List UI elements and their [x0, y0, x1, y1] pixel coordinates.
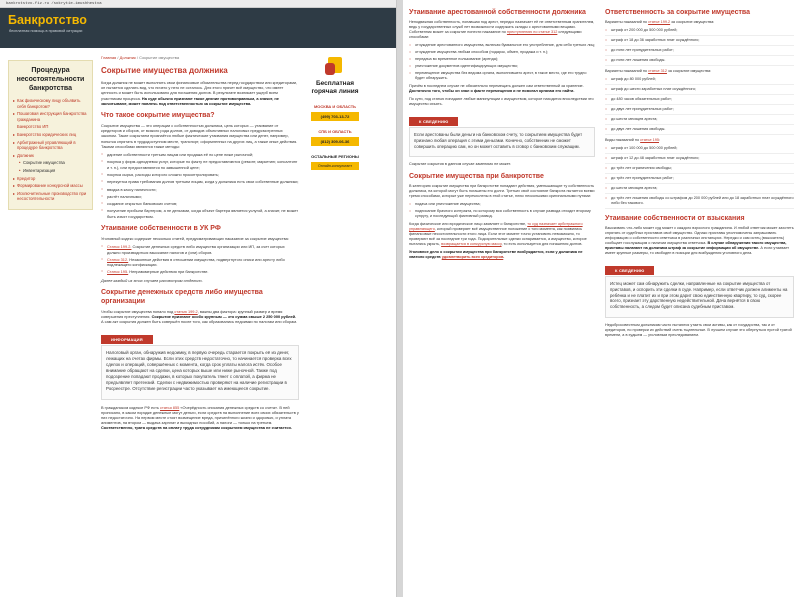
- hotline-phone-moscow[interactable]: (499) 703-13-72: [311, 112, 359, 121]
- link-bankruptcy-estate[interactable]: возвращается в конкурсную массу: [441, 242, 502, 247]
- resp-intro-3: Виды наказаний по статье 195:: [605, 138, 661, 142]
- know-badge-b: К СВЕДЕНИЮ: [605, 266, 654, 275]
- list-item: ○ создание открытых банковских счетов;: [101, 201, 299, 206]
- info-text: Налоговый орган, обнаружив недоимку, в первую очередь старается покрыть её из денег, лежащих на счетах фирмы. Если этих средств недостаточно, то начинается проверка всех сделок и операций, совершённых с момента, когда срок уплаты налога истёк. Особое внимание обращают на сделки, цена которых выше или ниже рыночной. Также под подозрение попадают продажи, в которых покупатель тянет с оплатой, а фирма не предъявляет претензий. Сделки с недвижимостью проверяют на наличие регистрации в Росреестре. Отсутствие регистрации часто указывает на имеющееся сокрытие.: [106, 349, 292, 391]
- list-item: ○ штраф от 100 000 до 500 000 рублей;: [605, 146, 794, 154]
- list-item: ○ получение прибыли бартером, а не деньгами, когда объект бартера является услугой, а значит, не может быть изъят государством.: [101, 208, 299, 219]
- sidebar-item[interactable]: ▸ Должник: [13, 153, 88, 159]
- list-item: ○ штраф от 12 до 48 заработных плат осуждённого;: [605, 156, 794, 164]
- know-box: [409, 127, 595, 157]
- info-box: [101, 345, 299, 400]
- list-item: ○ до шести месяцев ареста;: [605, 117, 794, 125]
- article-desc: Неправомерные действия при банкротстве.: [128, 269, 209, 275]
- link-article-1992[interactable]: статью 199.2: [174, 308, 198, 314]
- sidebar-item[interactable]: Банкротство ИП: [17, 124, 49, 130]
- list-item: ○ отчуждение арестованного имущества, включая буквальное его употребление, для себя третьих лиц;: [409, 43, 595, 48]
- megaphone-icon: [323, 55, 347, 77]
- bankruptcy-bold: Уголовное дело о сокрытии имущества при банкротстве возбуждается, если у должника не хватило средств удовлетворить всех кредиторов.: [409, 250, 583, 260]
- final-paragraph-b: Недобросовестным должникам часто пытаются утаить свои активы, как от государства, так и от кредиторов, но проверки их действий очень тщательные. В лучшем случае это обернуться пустой тратой времени, а в худшем — уголовным преследованием.: [605, 322, 792, 337]
- sidebar-item[interactable]: • Сокрытие имущества: [13, 160, 88, 166]
- know-box-b: [605, 276, 794, 318]
- sidebar-title: Процедура несостоятельности банкротства: [16, 67, 85, 92]
- list-item: ○ дарение собственности третьим лицам или продажа её по цене ниже рыночной;: [101, 152, 299, 157]
- arrest-note: Причём в последнем случае не обязательно перемещать должен сам ответственный за хранение. Достаточно того, чтобы он знал о факте перемещения и не помогал органам его найти.: [409, 84, 584, 93]
- list-item: ○ до 480 часов обязательных работ;: [605, 97, 794, 105]
- list-item: ○ подача или уничтожение имущества;: [409, 202, 595, 207]
- sidebar-item[interactable]: ▸ Как физическому лицу объявить себя банкротом?: [13, 98, 88, 109]
- what-paragraph: Сокрытие имущества — это операции с собственностью должника, цель которых — утаивание от кредиторов и сборов, от всякого рода долгов, от доводов объективных налоговых предусмотренных законом. Такие сокрытием признаётся любые фактические утаивания имущества или денег, например, попытка спрятать в трудодоступном месте, транспорт, оформленных на других лиц, а также иные действия. Такими способами являются также методы:: [101, 123, 298, 149]
- intro-paragraph: Когда должник не может выполнить свои финансовые обязательства перед государством или кредиторами, он пытается сделать вид, что ничего у него не осталось. Для этого прячет всё имущество, что имеет ценность и может быть использовано для погашения долгов. В результате возникает ущерб всем участникам процесса. На суде обычно признают такое деяние противоправным, а значит, не засчитывают, может повлечь под ответственностью за сокрытие имущества.: [101, 80, 298, 106]
- main-content: [101, 55, 299, 434]
- list-item: ○ вводка в кассу наличности;: [101, 187, 299, 192]
- arrest-paragraph-2: По сути, под статью попадают любые манипуляции с имуществом, которое находится впоследствии это имущество изъять.: [409, 97, 594, 106]
- site-logo[interactable]: Банкротство: [8, 13, 87, 27]
- site-tagline: бесплатная помощь в правовой ситуации: [9, 29, 83, 33]
- list-item: ○ до пяти лет принудительных работ;: [605, 48, 794, 56]
- final-paragraph: В гражданском кодексе РФ есть статья 855 «Очерёдность списания денежных средств со счета». В ней прописано, в каком порядке денежные могут деньги, если средств на выполнение всех своих обязательств у них недостаточно. На первом месте стоят возмещение вреда, причинённого жизни и здоровью, и уплата алиментов, на втором — выдача зарплат и выходных пособий, а налоги — только на третьем. Соответственно, трата средств на оплату труда сотрудникам сокрытием имущества не считается.: [101, 404, 299, 431]
- list-item: ○ до трёх лет принудительных работ;: [605, 176, 794, 184]
- article-desc: Сокрытие денежных средств либо имущества организации или ИП, за счет которых должно производиться взыскание налогов и (или) сборов.: [107, 244, 285, 255]
- url-domain[interactable]: bankrotstvo-fiz.ru: [6, 1, 50, 6]
- breadcrumb-current: Сокрытие имущества: [139, 55, 180, 60]
- site-header: [0, 8, 396, 48]
- left-screenshot: [0, 0, 397, 597]
- hotline-other-regions: ОСТАЛЬНЫЕ РЕГИОНЫ: [311, 154, 359, 159]
- article-link[interactable]: Статья 312.: [107, 256, 129, 262]
- list-item: ○ до шести месяцев ареста;: [605, 186, 794, 194]
- list-item: ○ уничтожение документов идентифицирующих имущество;: [409, 64, 595, 69]
- bankruptcy-paragraph: В категорию сокрытие имущества при банкротстве попадают действия, уменьшающие ту собственность должника, на которой могут быть погашены его долги. Третьих своё состояние банкрота пытается всеми тремя способами, которые уже перечислены в этой статье, плюс несколькими оригинальными путями:: [409, 184, 595, 199]
- link-article-312-b[interactable]: статье 312: [648, 69, 667, 73]
- list-item: [101, 244, 299, 255]
- sidebar-item[interactable]: ▸ Исключительные производство при несостоятельности: [13, 191, 88, 202]
- heading-arrest: Утаивание арестованной собственности должника: [409, 9, 586, 16]
- list-item: ○ до двух лет принудительных работ;: [605, 107, 794, 115]
- list-item: ○ до трёх лет ограничения свободы;: [605, 166, 794, 174]
- link-article-855[interactable]: статья 855: [160, 404, 180, 410]
- hotline-phone-spb[interactable]: (812) 309-06-36: [311, 137, 359, 146]
- heading-responsibility: Ответственность за сокрытие имущества: [605, 9, 750, 16]
- resp-intro-1: Варианты наказаний по статье 199.2 за сокрытие имущества:: [605, 20, 715, 24]
- list-item: ○ до трёх лет лишения свободы со штрафом до 200 000 рублей или до 18 заработных плат осуждённого либо без такового.: [605, 196, 794, 209]
- heading-bankruptcy: Сокрытие имущества при банкротстве: [409, 173, 544, 181]
- know-text: Если арестованы были деньги на банковском счету, то сокрытием имущества будет признано любая операция с этими деньгами. Конечно, собственник не сможет совершить операцию сам, но он может оставить в сговор с банковским служащим.: [414, 132, 583, 149]
- arrest-paragraph: Неподвижная собственность, попавшая под арест, нередко назначает её не ответственным хранителем, ведь у государственных служб нет возможности содержать склады с арестованными вещами. Собственник может за сокрытие понести наказание по преступлению по статье 312 следующими способами:: [409, 20, 595, 39]
- bankruptcy-list: [409, 202, 595, 219]
- breadcrumb-home[interactable]: Главная: [101, 55, 117, 60]
- what-list: [101, 152, 299, 219]
- money-paragraph: Чтобы сокрытие имущества попало под статью 199.2, важны два фактора: крупный размер и время совершения преступления. Сокрытие признают особо крупным — это сумма свыше 2 250 000 рублей. А сам акт сокрытия должен быть совершён после того, как образовались недоимки по налогам или сборам.: [101, 308, 298, 325]
- heading-money: Сокрытие денежных средств либо имущества организации: [101, 288, 263, 305]
- list-item: ○ перекуптка права требования долгов третьим лицам, когда у должника есть свои собственные должники;: [101, 179, 299, 184]
- article-desc: Незаконные действия в отношении имущества, подвергнутого описи или аресту либо подлежащего конфискации.: [107, 256, 285, 268]
- arrest-list: [409, 43, 595, 81]
- uk-note: Далее каждый из этих случаев рассмотрим отдельно.: [101, 277, 203, 283]
- right-column-b: [605, 8, 794, 341]
- list-item: ○ штраф от 200 000 до 500 000 рублей;: [605, 28, 794, 36]
- hotline-city-spb: СПБ И ОБЛАСТЬ: [318, 129, 352, 134]
- sidebar-menu: [8, 60, 93, 210]
- resp-list-1: [605, 28, 794, 66]
- hotline-city-moscow: МОСКВА И ОБЛАСТЬ: [313, 104, 357, 109]
- link-article-1992-b[interactable]: статье 199.2: [648, 20, 671, 24]
- sidebar-item[interactable]: ▸ Пошаговая инструкция банкротства гражданина: [13, 111, 88, 122]
- list-item: ○ до пяти лет лишения свободы.: [605, 58, 794, 66]
- list-item: ○ растёт наличными;: [101, 194, 299, 199]
- list-item: ○ отчуждение имущества любым способом (подарок, обмен, продажа и т. п.);: [409, 50, 595, 55]
- heading-uk: Утаивание собственности в УК РФ: [101, 225, 221, 232]
- link-arbitration-manager[interactable]: то суд назначает арбитражного управляющего: [409, 222, 583, 232]
- link-creditors[interactable]: удовлетворить всех кредиторов: [441, 255, 504, 260]
- sidebar-item[interactable]: ▸ Арбитражный управляющий в процедуре банкротства: [13, 140, 88, 151]
- hotline-title: Бесплатная горячая линия: [311, 80, 359, 95]
- sidebar-item[interactable]: • Инвентаризация: [13, 168, 88, 174]
- resp-list-3: [605, 146, 794, 209]
- url-path[interactable]: /sokrytie-imushhestva: [51, 1, 102, 6]
- breadcrumb: [101, 55, 299, 60]
- sidebar-item[interactable]: ▸ Формирование конкурсной массы: [13, 183, 88, 189]
- resp-list-2: [605, 77, 794, 135]
- sidebar-item[interactable]: ▸ Банкротство юридических лиц: [13, 132, 88, 138]
- intro-bold: На суде обычно признают такое деяние противоправным, а значит, не засчитывают, может повлечь под ответственностью за сокрытие имущества.: [101, 95, 279, 106]
- breadcrumb-sep: /: [117, 55, 119, 60]
- list-item: ○ штраф от 18 до 36 заработных плат осуждённого;: [605, 38, 794, 46]
- link-article-195-b[interactable]: статье 195: [640, 138, 659, 142]
- right-screenshot: [403, 0, 800, 597]
- list-item: [101, 257, 299, 268]
- hotline-banner: [306, 55, 364, 170]
- know-after: Сокрытие сокрытия в данном случае заменимо не может.: [409, 162, 511, 167]
- breadcrumb-section[interactable]: Должник: [119, 55, 136, 60]
- online-consultant-button[interactable]: Онлайн-консультант: [311, 162, 359, 170]
- know-badge: К СВЕДЕНИЮ: [409, 117, 458, 126]
- list-item: [101, 269, 299, 274]
- sidebar-list: [13, 98, 88, 202]
- list-item: ○ покупка у фирм-однодневок услуг, которые по факту не предоставляются (ремонт, маркетинг, консалтинг и т. п.), или предоставляются по завышенной цене;: [101, 159, 299, 170]
- bankruptcy-paragraph-2: Когда физическое или юридическое лицо заявляет о банкротстве, то суд назначает арбитражного управляющего, который проверяет всё имущественное положение с того момента, как появились финансовые несостоятельности этого лица. Если этот момент точно установить невозможно, то проверяют всё за последние три года. Подозрительные сделки оспаривается, а имущество, которое пытались укрыть, возвращается в конкурсную массу, то есть используется для погашения долгов.: [409, 222, 587, 247]
- list-item: ○ передача во временное пользование (аренда);: [409, 57, 595, 62]
- right-column-a: [409, 8, 595, 263]
- resp-intro-2: Варианты наказаний по статье 312 за сокрытие имущества:: [605, 69, 712, 73]
- breadcrumb-sep: /: [136, 55, 138, 60]
- list-item: ○ штраф до 80 000 рублей;: [605, 77, 794, 85]
- link-article-312[interactable]: преступлению по статье 312: [506, 30, 558, 34]
- list-item: ○ подписание брачного контракта, по которому вся собственность в случае развода отходит второму супругу, и последующий фиктивный развод.: [409, 209, 595, 219]
- uk-paragraph: Уголовный кодекс содержит несколько статей, предусматривающих наказание за сокрытие имущества:: [101, 236, 289, 241]
- exempt-paragraph: Взыскивать что-либо может суд может с каждого взрослого гражданина. И любой ответчик может захотеть спрятать от судебных приставов своё имущество. Однако приставы уполномочены запрашивать информацию о собственности ответчика в различных инстанциях. Нередко и сам истец (взыскатель) сообщает госслужащим о наличии имущества ответчика. В случае обнаружения такого имущества, приставы налагают на должника штраф за сокрытие информации об имуществе. А если утаивает имеет крупные размеры, то свободен в позиции для возбуждения уголовного дела.: [605, 226, 794, 255]
- list-item: ○ покупка сырья, расходы которого сложно проконтролировать;: [101, 172, 299, 177]
- list-item: ○ до двух лет лишения свободы.: [605, 127, 794, 135]
- sidebar-item[interactable]: ▸ Кредитор: [13, 176, 88, 182]
- article-link[interactable]: Статья 195.: [107, 269, 129, 275]
- page-title: Сокрытие имущества должника: [101, 66, 228, 75]
- know-text-b: Истец может сам обнаружить сделки, направленные на сокрытие имущества от приставов, и оспорить эти сделки в суде. Например, если ответчик должен алименты на ребёнка и не платит их и при этом дарит свою единственную квартиру, то суд, скорее всего, признает эту дарственную недействительной. Дача вернётся в свою собственность, а следом будет описана судебным приставом.: [610, 281, 788, 310]
- article-link[interactable]: Статья 199.2.: [107, 244, 132, 250]
- heading-what: Что такое сокрытие имущества?: [101, 112, 215, 120]
- list-item: ○ перемещение имущества без ведома органа, выполнившего арест, в такое место, где его трудно будет обнаружить.: [409, 71, 595, 81]
- uk-list: [101, 244, 299, 274]
- info-badge: ИНФОРМАЦИЯ: [101, 335, 153, 344]
- heading-exempt: Утаивание собственности от взыскания: [605, 215, 745, 222]
- browser-address-bar[interactable]: [0, 0, 396, 8]
- list-item: ○ штраф до шести заработных плат осуждённого;: [605, 87, 794, 95]
